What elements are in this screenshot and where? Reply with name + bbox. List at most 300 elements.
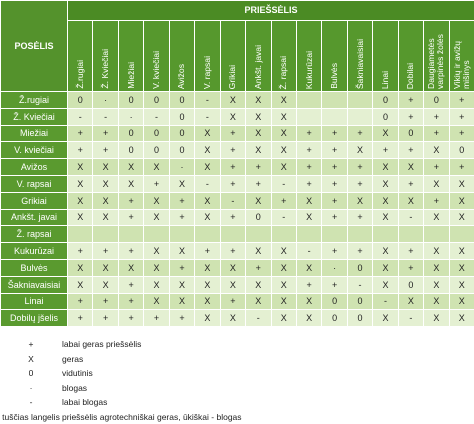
table-cell [373,226,398,243]
table-cell: + [118,243,143,260]
top-header: PRIEŠSĖLIS [68,1,474,21]
legend-item [0,381,242,396]
column-header [347,20,372,91]
table-cell: - [68,108,93,125]
column-header-label: Grikiai [228,63,237,89]
table-cell: + [271,192,296,209]
table-cell: + [449,125,474,142]
legend-symbol: + [0,337,62,352]
table-cell: 0 [373,92,398,109]
table-cell: + [68,310,93,327]
table-cell: · [322,259,347,276]
row-header: Ž.rugiai [1,92,68,109]
row-header: Dobilų jšelis [1,310,68,327]
table-cell [68,226,93,243]
table-cell: · [93,92,118,109]
table-cell: - [373,293,398,310]
table-cell: + [322,175,347,192]
table-cell: + [296,125,321,142]
table-cell: + [144,310,169,327]
table-cell: X [347,192,372,209]
table-cell [169,226,194,243]
table-cell: X [449,209,474,226]
column-header [118,20,143,91]
table-cell: + [373,142,398,159]
table-cell: + [68,243,93,260]
row-header: Miežiai [1,125,68,142]
table-cell: X [373,175,398,192]
table-cell: + [68,142,93,159]
table-cell: 0 [373,108,398,125]
legend-item [0,410,242,424]
table-cell: + [169,209,194,226]
table-cell: 0 [424,92,449,109]
table-cell: 0 [322,293,347,310]
column-header [322,20,347,91]
table-cell: + [322,159,347,176]
table-cell: 0 [449,142,474,159]
table-cell: + [246,159,271,176]
table-cell: X [118,175,143,192]
table-cell: + [424,108,449,125]
legend-text: labai blogas [62,395,242,410]
column-header [195,20,220,91]
table-cell: + [322,209,347,226]
column-header [68,20,93,91]
table-cell: X [144,276,169,293]
table-cell [424,226,449,243]
table-cell [449,226,474,243]
row-header: Kukurūzai [1,243,68,260]
table-cell: + [68,125,93,142]
table-cell: 0 [118,92,143,109]
table-row [1,92,474,109]
table-cell [322,92,347,109]
table-cell: + [449,92,474,109]
table-cell: + [169,192,194,209]
table-cell: X [144,209,169,226]
legend-symbol: X [0,352,62,367]
row-header: Ž. rapsai [1,226,68,243]
table-cell: X [373,209,398,226]
legend-item [0,337,242,352]
table-cell: + [220,159,245,176]
table-cell: X [271,276,296,293]
table-cell: + [220,293,245,310]
table-cell: X [449,293,474,310]
table-cell: X [93,259,118,276]
legend-item [0,395,242,410]
table-cell: + [118,192,143,209]
table-cell: X [246,92,271,109]
table-row [1,142,474,159]
table-cell: X [424,209,449,226]
table-cell: X [271,108,296,125]
table-cell: 0 [118,142,143,159]
table-cell [144,226,169,243]
table-cell: X [68,159,93,176]
table-cell: + [347,243,372,260]
table-cell: 0 [246,209,271,226]
table-cell: + [93,125,118,142]
table-cell [347,108,372,125]
table-cell: · [118,108,143,125]
column-header [144,20,169,91]
table-cell: X [169,293,194,310]
table-cell: X [144,293,169,310]
column-header [169,20,194,91]
table-cell: X [449,259,474,276]
table-cell: X [93,209,118,226]
row-header: Avižos [1,159,68,176]
table-cell: X [449,175,474,192]
table-cell: X [195,209,220,226]
table-cell: X [373,243,398,260]
table-cell [398,226,423,243]
column-header-label: Dobilai [406,61,415,89]
table-cell: X [271,125,296,142]
legend-item [0,352,242,367]
table-cell: + [118,310,143,327]
table-cell: + [322,142,347,159]
table-cell: + [424,192,449,209]
table-cell: X [118,159,143,176]
table-cell: + [246,259,271,276]
table-cell [347,226,372,243]
table-cell: 0 [347,310,372,327]
table-cell: 0 [398,125,423,142]
row-header: Šakniavaisiai [1,276,68,293]
column-header [296,20,321,91]
column-header [398,20,423,91]
table-row [1,125,474,142]
table-cell: 0 [347,259,372,276]
table-cell: X [195,159,220,176]
legend-symbol: - [0,395,62,410]
column-header-label: Linai [381,69,390,89]
table-cell: + [347,159,372,176]
table-cell: X [195,276,220,293]
table-cell: X [373,276,398,293]
legend-text: labai geras priešsėlis [62,337,242,352]
table-cell: X [144,243,169,260]
table-cell: X [220,276,245,293]
table-cell: + [424,125,449,142]
table-cell: X [144,259,169,276]
table-cell: + [169,259,194,276]
table-cell: X [424,175,449,192]
table-cell: + [93,243,118,260]
table-cell: + [246,175,271,192]
table-cell: X [424,259,449,276]
table-cell: X [449,243,474,260]
table-cell: + [398,243,423,260]
table-cell: · [169,159,194,176]
table-cell [220,226,245,243]
table-cell: 0 [118,125,143,142]
legend-symbol: tuščias langelis [0,410,62,424]
legend-text: vidutinis [62,366,242,381]
table-cell: + [322,243,347,260]
table-cell: X [195,259,220,276]
legend-text: geras [62,352,242,367]
column-header-label: Kukurūzai [305,49,314,89]
table-cell: X [93,159,118,176]
table-cell: X [424,293,449,310]
table-row [1,209,474,226]
table-row [1,293,474,310]
table-cell: X [271,92,296,109]
column-header [93,20,118,91]
table-cell: X [373,310,398,327]
table-cell [347,92,372,109]
table-cell: + [93,293,118,310]
table-cell: X [144,192,169,209]
table-cell: - [271,209,296,226]
column-header [246,20,271,91]
legend-symbol: 0 [0,366,62,381]
table-cell: X [246,142,271,159]
table-cell [296,108,321,125]
table-cell: - [347,276,372,293]
table-cell: - [398,209,423,226]
row-header: Ž. Kviečiai [1,108,68,125]
table-cell: X [169,175,194,192]
table-cell: 0 [322,310,347,327]
table-cell: X [271,159,296,176]
table-cell: - [195,175,220,192]
table-cell: X [246,293,271,310]
table-cell: + [296,175,321,192]
table-cell: 0 [347,293,372,310]
table-cell: 0 [144,125,169,142]
table-cell [296,226,321,243]
table-cell [118,226,143,243]
table-cell: X [195,125,220,142]
table-cell: - [271,175,296,192]
table-cell: X [246,108,271,125]
column-header-label: Bulvės [330,61,339,89]
table-cell: X [246,276,271,293]
table-cell: X [195,293,220,310]
table-cell: - [220,192,245,209]
column-header [271,20,296,91]
table-cell: X [68,276,93,293]
table-cell: - [93,108,118,125]
table-cell: 0 [144,92,169,109]
table-cell: - [144,108,169,125]
table-cell: + [220,243,245,260]
table-cell: X [169,276,194,293]
table-cell: X [68,259,93,276]
table-cell: + [93,142,118,159]
table-cell: X [246,192,271,209]
table-cell: - [398,310,423,327]
column-header-label: Vikių ir avižų mišinys [453,23,471,89]
table-row [1,259,474,276]
table-cell: + [118,293,143,310]
legend-item [0,366,242,381]
table-cell: + [220,125,245,142]
row-header: Grikiai [1,192,68,209]
table-cell: + [398,142,423,159]
row-header: Linai [1,293,68,310]
table-row [1,276,474,293]
table-cell: + [220,175,245,192]
table-cell: X [68,192,93,209]
table-cell: X [424,276,449,293]
table-cell: + [220,209,245,226]
table-cell: X [424,310,449,327]
table-cell [93,226,118,243]
table-cell: + [169,310,194,327]
table-cell: X [398,192,423,209]
row-header: V. rapsai [1,175,68,192]
table-cell [195,226,220,243]
column-header-label: Daugiametės varpinės žolės [427,23,445,89]
table-cell: X [449,192,474,209]
table-cell: + [296,159,321,176]
table-cell: X [424,142,449,159]
table-cell: X [271,259,296,276]
table-cell: X [93,175,118,192]
table-cell: X [220,92,245,109]
table-cell: X [296,209,321,226]
corner-header: POSĖLIS [1,1,68,92]
table-cell [296,92,321,109]
table-cell: + [398,259,423,276]
column-header-row [1,20,474,91]
column-header-label: Miežiai [127,60,136,89]
table-row [1,226,474,243]
table-cell: X [424,243,449,260]
table-cell: X [373,125,398,142]
table-cell: X [118,259,143,276]
table-cell: X [246,243,271,260]
table-cell: X [195,192,220,209]
table-cell: X [195,310,220,327]
table-cell: X [373,159,398,176]
table-cell: 0 [169,142,194,159]
column-header-label: V. kviečiai [152,49,161,89]
table-cell: + [118,276,143,293]
table-cell: 0 [144,142,169,159]
table-row [1,108,474,125]
table-cell: + [449,108,474,125]
column-header-label: Ž. rapsai [279,54,288,89]
table-cell: + [347,125,372,142]
table-cell [322,108,347,125]
table-cell: + [449,159,474,176]
table-cell: X [195,142,220,159]
column-header-label: Ž. Kviečiai [101,47,110,89]
table-cell: X [68,175,93,192]
table-row [1,192,474,209]
table-cell: X [347,142,372,159]
column-header [424,20,449,91]
column-header-label: V. rapsai [203,54,212,89]
table-cell: X [93,192,118,209]
table-cell: + [118,209,143,226]
table-cell: X [144,159,169,176]
table-cell: X [220,108,245,125]
table-cell: + [296,142,321,159]
table-cell: + [398,92,423,109]
table-cell: + [296,276,321,293]
table-cell: 0 [169,125,194,142]
legend-symbol: · [0,381,62,396]
table-cell: X [271,243,296,260]
column-header-label: Ž.rugiai [76,58,85,89]
table-cell: - [195,108,220,125]
table-cell: + [347,175,372,192]
table-cell: + [398,175,423,192]
table-cell: X [271,310,296,327]
table-cell: X [246,125,271,142]
table-cell: + [347,209,372,226]
table-cell: X [373,192,398,209]
table-cell [271,226,296,243]
column-header [449,20,474,91]
table-cell: + [195,243,220,260]
table-cell: - [246,310,271,327]
table-row [1,159,474,176]
table-cell: X [449,310,474,327]
table-cell: + [398,108,423,125]
column-header [373,20,398,91]
table-cell: + [144,175,169,192]
table-cell: + [68,293,93,310]
table-cell: + [220,142,245,159]
table-row [1,175,474,192]
table-cell: 0 [169,108,194,125]
table-cell: X [68,209,93,226]
table-cell: + [424,159,449,176]
row-header: V. kviečiai [1,142,68,159]
legend-text: priešsėlis agrotechniškai geras, ūkiškai - blogas [62,410,242,424]
table-cell: + [322,192,347,209]
table-cell: X [169,243,194,260]
table-cell: - [296,243,321,260]
table-cell: X [398,159,423,176]
table-cell: X [220,259,245,276]
row-header: Bulvės [1,259,68,276]
table-cell: 0 [398,276,423,293]
table-row [1,310,474,327]
table-cell: - [195,92,220,109]
table-body [1,92,474,327]
table-cell: X [93,276,118,293]
table-cell: X [296,293,321,310]
table-cell: + [322,276,347,293]
table-cell: + [322,125,347,142]
table-cell: 0 [169,92,194,109]
table-row [1,243,474,260]
legend [0,337,242,424]
table-cell: X [271,142,296,159]
column-header-label: Šakniavaisiai [356,37,365,89]
table-cell: X [271,293,296,310]
table-cell: X [296,310,321,327]
table-cell [322,226,347,243]
column-header [220,20,245,91]
table-cell: X [398,293,423,310]
table-cell: + [93,310,118,327]
table-cell: X [449,276,474,293]
row-header: Ankšt. javai [1,209,68,226]
column-header-label: Avižos [177,62,186,89]
table-cell: X [373,259,398,276]
